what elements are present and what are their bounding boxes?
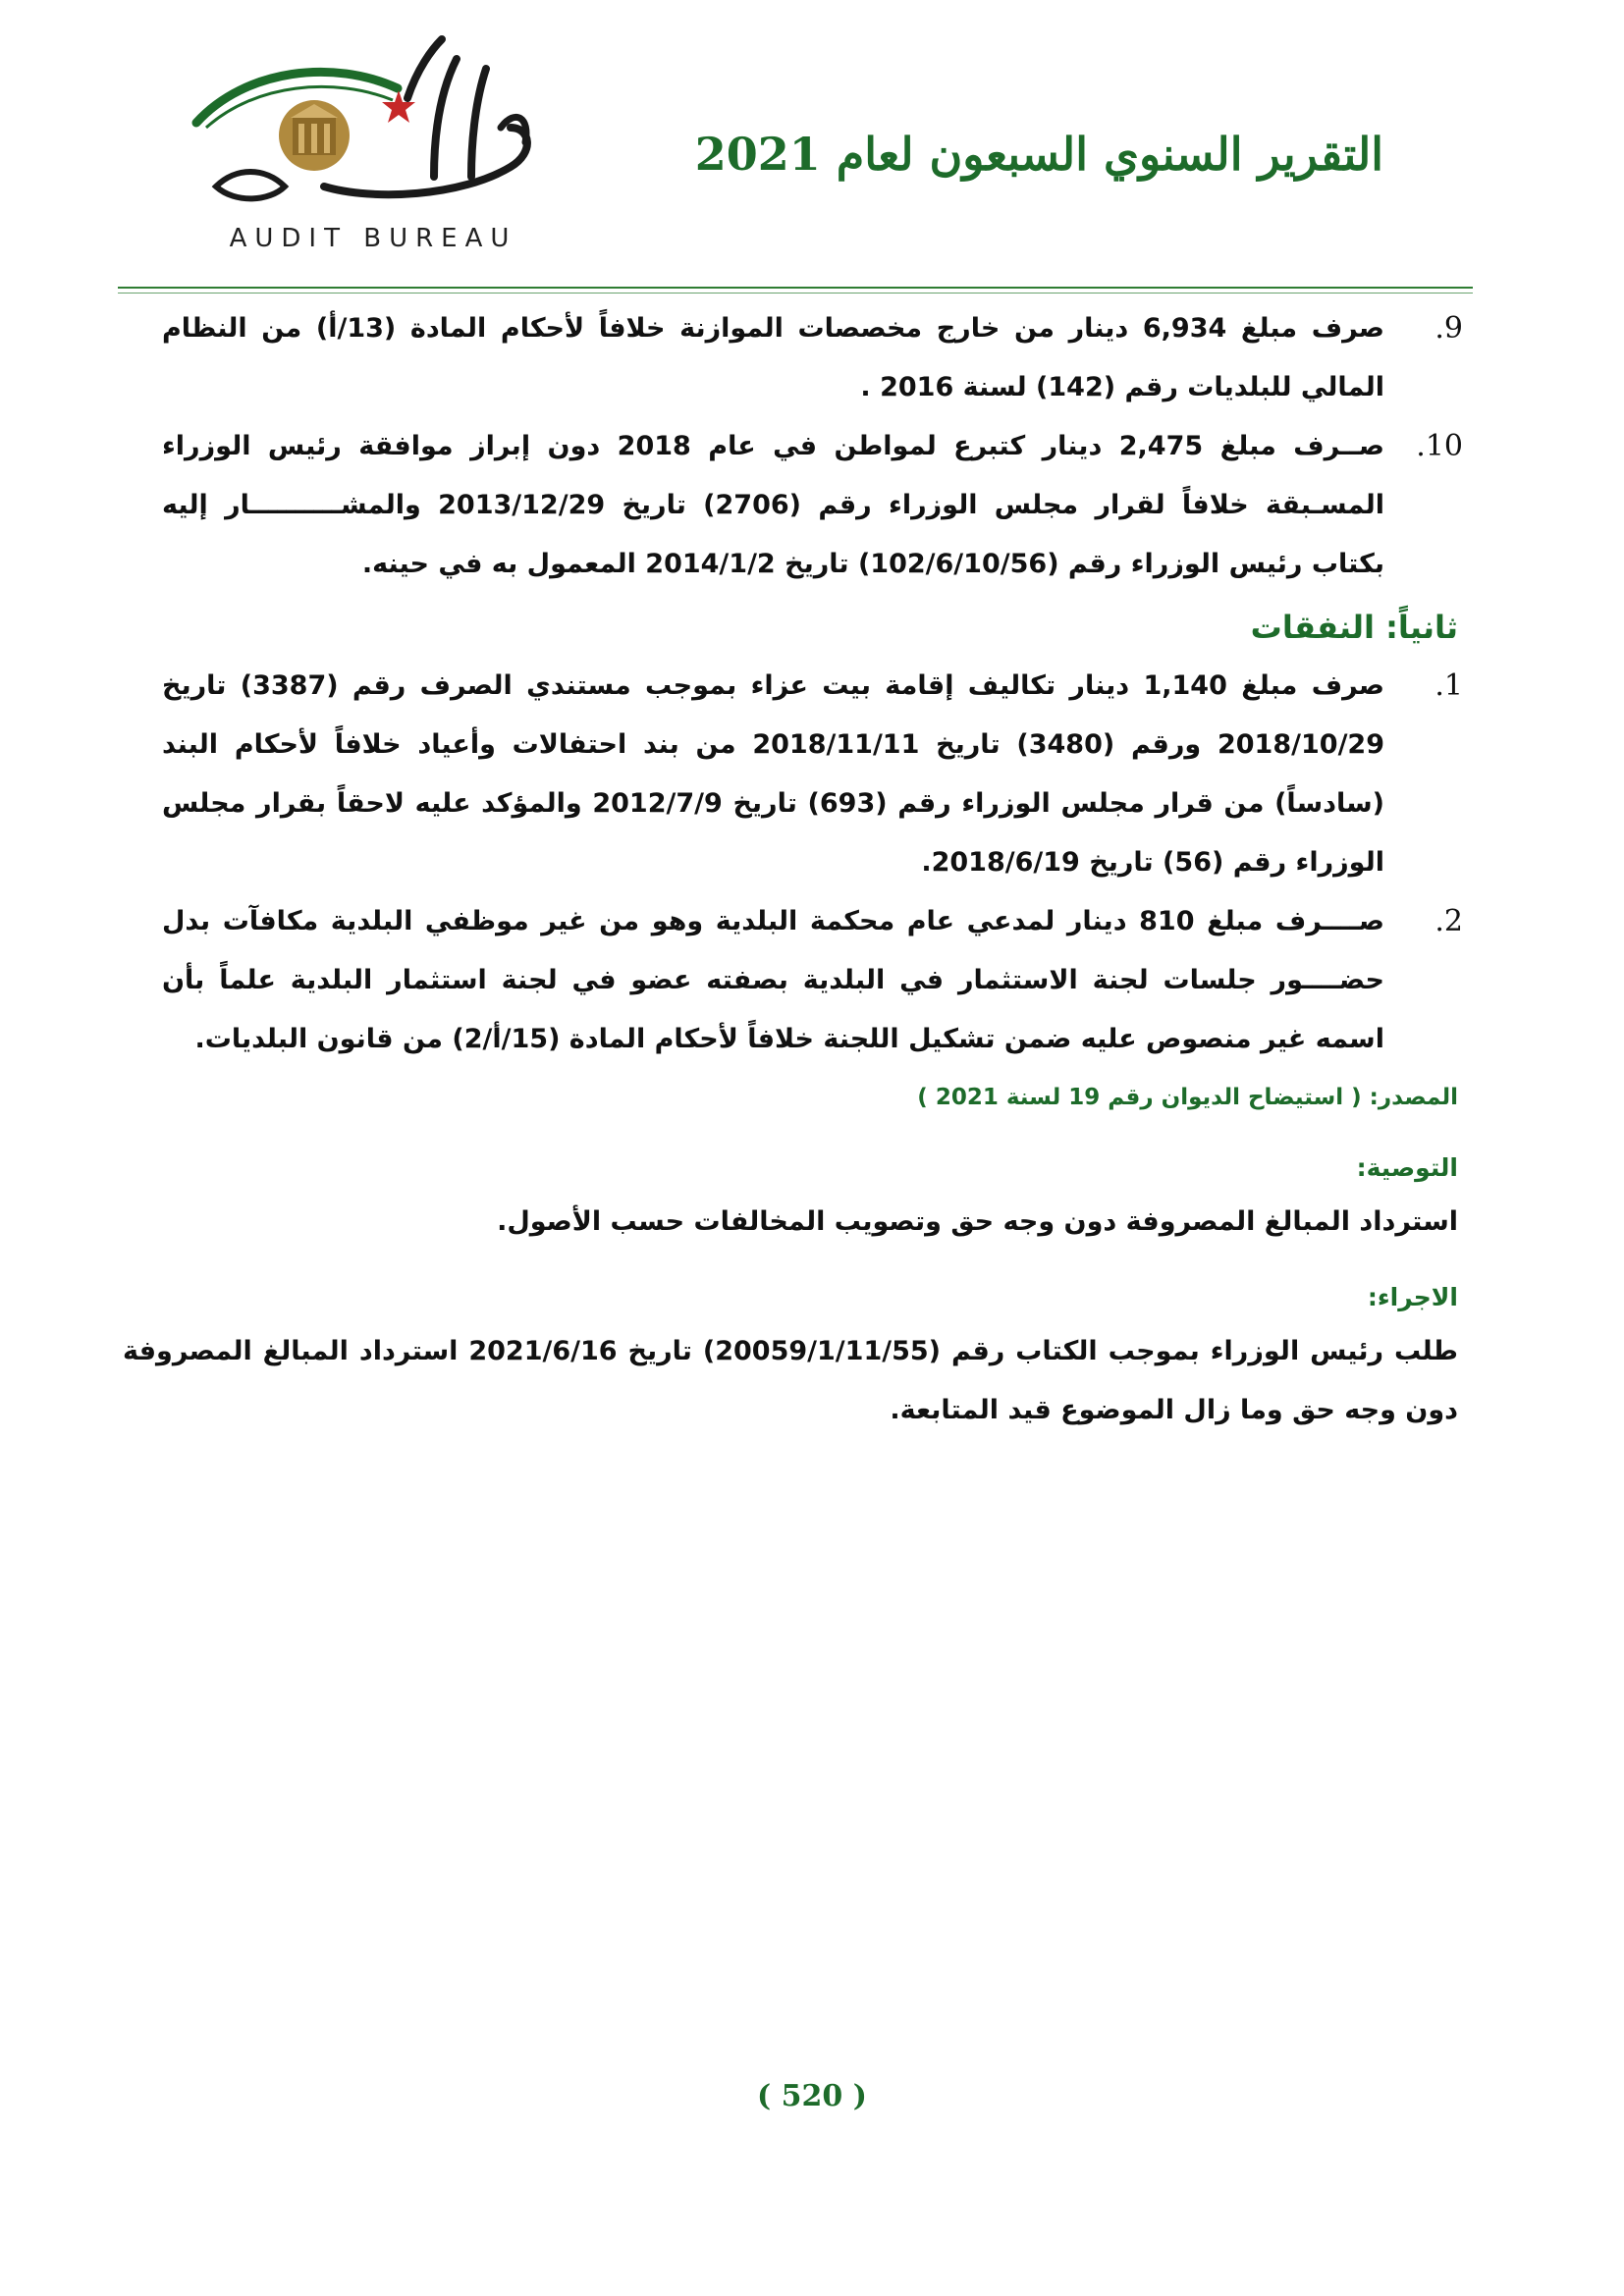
list-item bbox=[162, 417, 1463, 594]
action-text: طلب رئيس الوزراء بموجب الكتاب رقم (20059/1/11/55) تاريخ 2021/6/16 استرداد المبالغ المصروفة دون وجه حق وما زال الموضوع قيد المتابعة. bbox=[123, 1336, 1458, 1425]
list-item-text: صرف مبلغ 1,140 دينار تكاليف إقامة بيت عزاء بموجب مستندي الصرف رقم (3387) تاريخ 2018/10/29 ورقم (3480) تاريخ 2018/11/11 من بند احتفالات وأعياد خلافاً لأحكام البند (سادساً) من قرار مجلس الوزراء رقم (693) تاريخ 2012/7/9 والمؤكد عليه لاحقاً بقرار مجلس الوزراء رقم (56) تاريخ 2018/6/19. bbox=[162, 670, 1385, 878]
source-note: المصدر: ( استيضاح الديوان رقم 19 لسنة 2021 ) bbox=[917, 1085, 1458, 1110]
action-heading: الاجراء: bbox=[1367, 1283, 1458, 1311]
page-number: ( 520 ) bbox=[757, 2079, 867, 2113]
logo-caption: AUDIT BUREAU bbox=[229, 224, 517, 253]
list-item bbox=[162, 299, 1463, 417]
list-item-text: صــــرف مبلغ 810 دينار لمدعي عام محكمة البلدية وهو من غير موظفي البلدية مكافآت بدل حضــــور جلسات لجنة الاستثمار في البلدية بصفته عضو في لجنة استثمار البلدية علماً بأن اسمه غير منصوص عليه ضمن تشكيل اللجنة خلافاً لأحكام المادة (15/أ/2) من قانون البلديات. bbox=[162, 906, 1385, 1054]
document-body bbox=[123, 299, 1463, 1440]
list-item-text: صرف مبلغ 6,934 دينار من خارج مخصصات الموازنة خلافاً لأحكام المادة (13/أ) من النظام المالي للبلديات رقم (142) لسنة 2016 . bbox=[162, 313, 1384, 402]
audit-bureau-emblem-icon bbox=[177, 29, 569, 226]
header-divider bbox=[118, 287, 1473, 289]
audit-bureau-logo bbox=[177, 29, 569, 265]
section-heading-expenses: ثانياً: النفقات bbox=[1250, 609, 1458, 646]
page-header bbox=[0, 0, 1624, 294]
list-item-number: .10 bbox=[1416, 429, 1463, 463]
recommendation-heading: التوصية: bbox=[1356, 1153, 1458, 1182]
header-divider-thin bbox=[118, 293, 1473, 294]
list-item bbox=[162, 892, 1463, 1069]
list-item-number: .1 bbox=[1435, 668, 1463, 703]
list-item bbox=[162, 657, 1463, 892]
report-title: التقرير السنوي السبعون لعام 2021 bbox=[694, 128, 1383, 181]
list-item-number: .2 bbox=[1435, 904, 1463, 938]
recommendation-text: استرداد المبالغ المصروفة دون وجه حق وتصويب المخالفات حسب الأصول. bbox=[497, 1206, 1458, 1237]
list-item-number: .9 bbox=[1435, 311, 1463, 346]
list-item-text: صــرف مبلغ 2,475 دينار كتبرع لمواطن في عام 2018 دون إبراز موافقة رئيس الوزراء المسـبقة خلافاً لقرار مجلس الوزراء رقم (2706) تاريخ 2013/12/29 والمشــــــــــار إليه بكتاب رئيس الوزراء رقم (102/6/10/56) تاريخ 2014/1/2 المعمول به في حينه. bbox=[162, 431, 1385, 579]
